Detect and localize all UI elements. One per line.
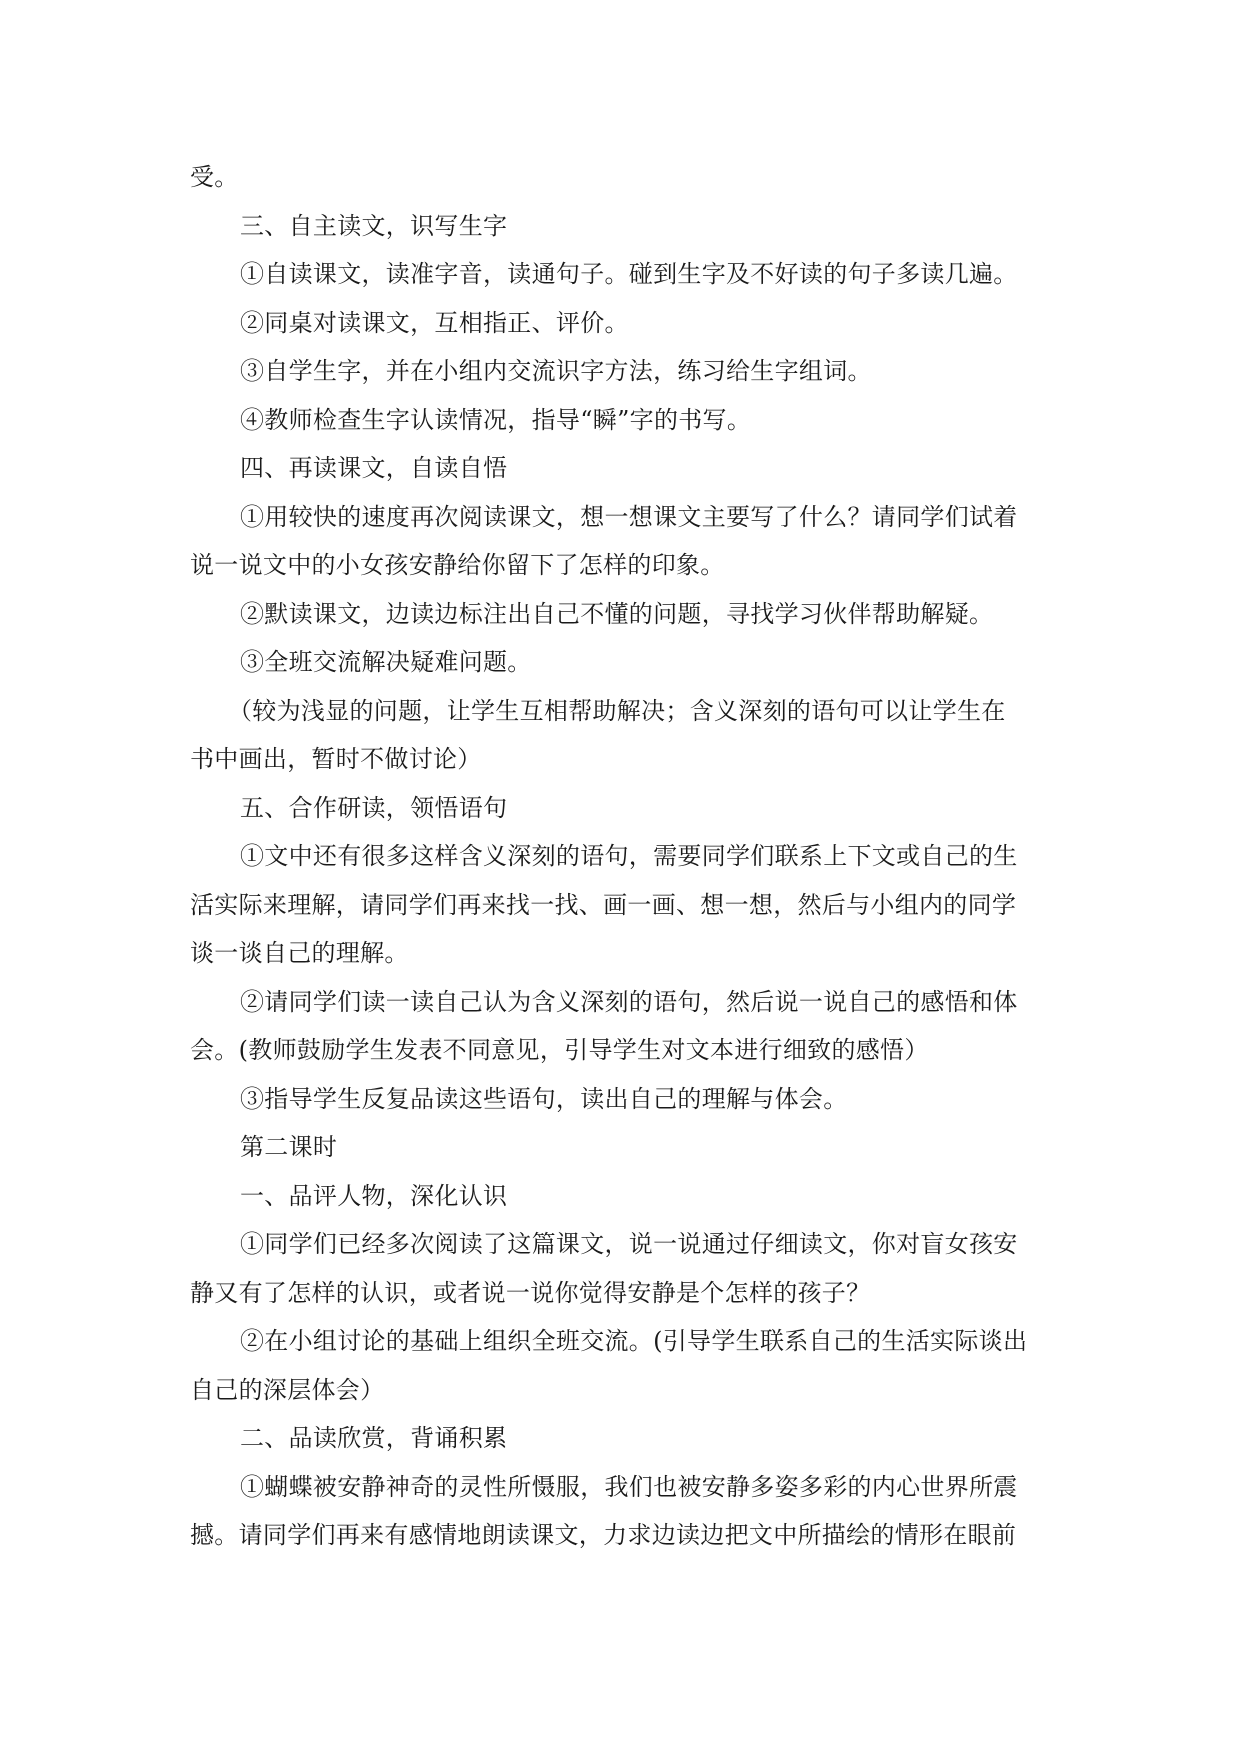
text-line: 会。(教师鼓励学生发表不同意见，引导学生对文本进行细致的感悟） xyxy=(190,1036,929,1064)
text-line: 活实际来理解，请同学们再来找一找、画一画、想一想，然后与小组内的同学 xyxy=(190,890,1017,919)
document-body xyxy=(190,153,1060,1560)
text-line: 静又有了怎样的认识，或者说一说你觉得安静是个怎样的孩子？ xyxy=(190,1278,871,1307)
text-line: ①同学们已经多次阅读了这篇课文，说一说通过仔细读文，你对盲女孩安 xyxy=(240,1230,1018,1258)
section-heading: 一、品评人物，深化认识 xyxy=(240,1181,508,1210)
text-line: ①蝴蝶被安静神奇的灵性所慑服，我们也被安静多姿多彩的内心世界所震 xyxy=(240,1472,1018,1501)
text-line: ③自学生字，并在小组内交流识字方法，练习给生字组词。 xyxy=(240,357,872,385)
section-heading: 三、自主读文，识写生字 xyxy=(240,211,508,240)
text-line: 受。 xyxy=(190,163,239,191)
text-line: ①自读课文，读准字音，读通句子。碰到生字及不好读的句子多读几遍。 xyxy=(240,260,1018,288)
text-line: ③指导学生反复品读这些语句，读出自己的理解与体会。 xyxy=(240,1084,848,1113)
text-line: ②请同学们读一读自己认为含义深刻的语句，然后说一说自己的感悟和体 xyxy=(240,987,1018,1016)
text-line: ①用较快的速度再次阅读课文，想一想课文主要写了什么？请同学们试着 xyxy=(240,502,1018,531)
text-line: 自己的深层体会） xyxy=(190,1375,385,1404)
text-line: ①文中还有很多这样含义深刻的语句，需要同学们联系上下文或自己的生 xyxy=(240,842,1018,870)
text-line: 谈一谈自己的理解。 xyxy=(190,939,409,967)
text-line: 书中画出，暂时不做讨论） xyxy=(190,745,482,773)
section-heading: 五、合作研读，领悟语句 xyxy=(240,793,508,822)
text-line: ④教师检查生字认读情况，指导“瞬”字的书写。 xyxy=(240,405,752,434)
lesson-heading: 第二课时 xyxy=(240,1133,338,1161)
text-line: 撼。请同学们再来有感情地朗读课文，力求边读边把文中所描绘的情形在眼前 xyxy=(190,1521,1017,1549)
text-line: ②同桌对读课文，互相指正、评价。 xyxy=(240,308,629,337)
section-heading: 二、品读欣赏，背诵积累 xyxy=(240,1424,508,1452)
text-line: （较为浅显的问题，让学生互相帮助解决；含义深刻的语句可以让学生在 xyxy=(228,696,1006,725)
text-line: ②在小组讨论的基础上组织全班交流。(引导学生联系自己的生活实际谈出 xyxy=(240,1327,1028,1355)
section-heading: 四、再读课文，自读自悟 xyxy=(240,454,508,482)
text-line: ③全班交流解决疑难问题。 xyxy=(240,648,532,676)
text-line: ②默读课文，边读边标注出自己不懂的问题，寻找学习伙伴帮助解疑。 xyxy=(240,599,994,628)
text-line: 说一说文中的小女孩安静给你留下了怎样的印象。 xyxy=(190,551,725,579)
